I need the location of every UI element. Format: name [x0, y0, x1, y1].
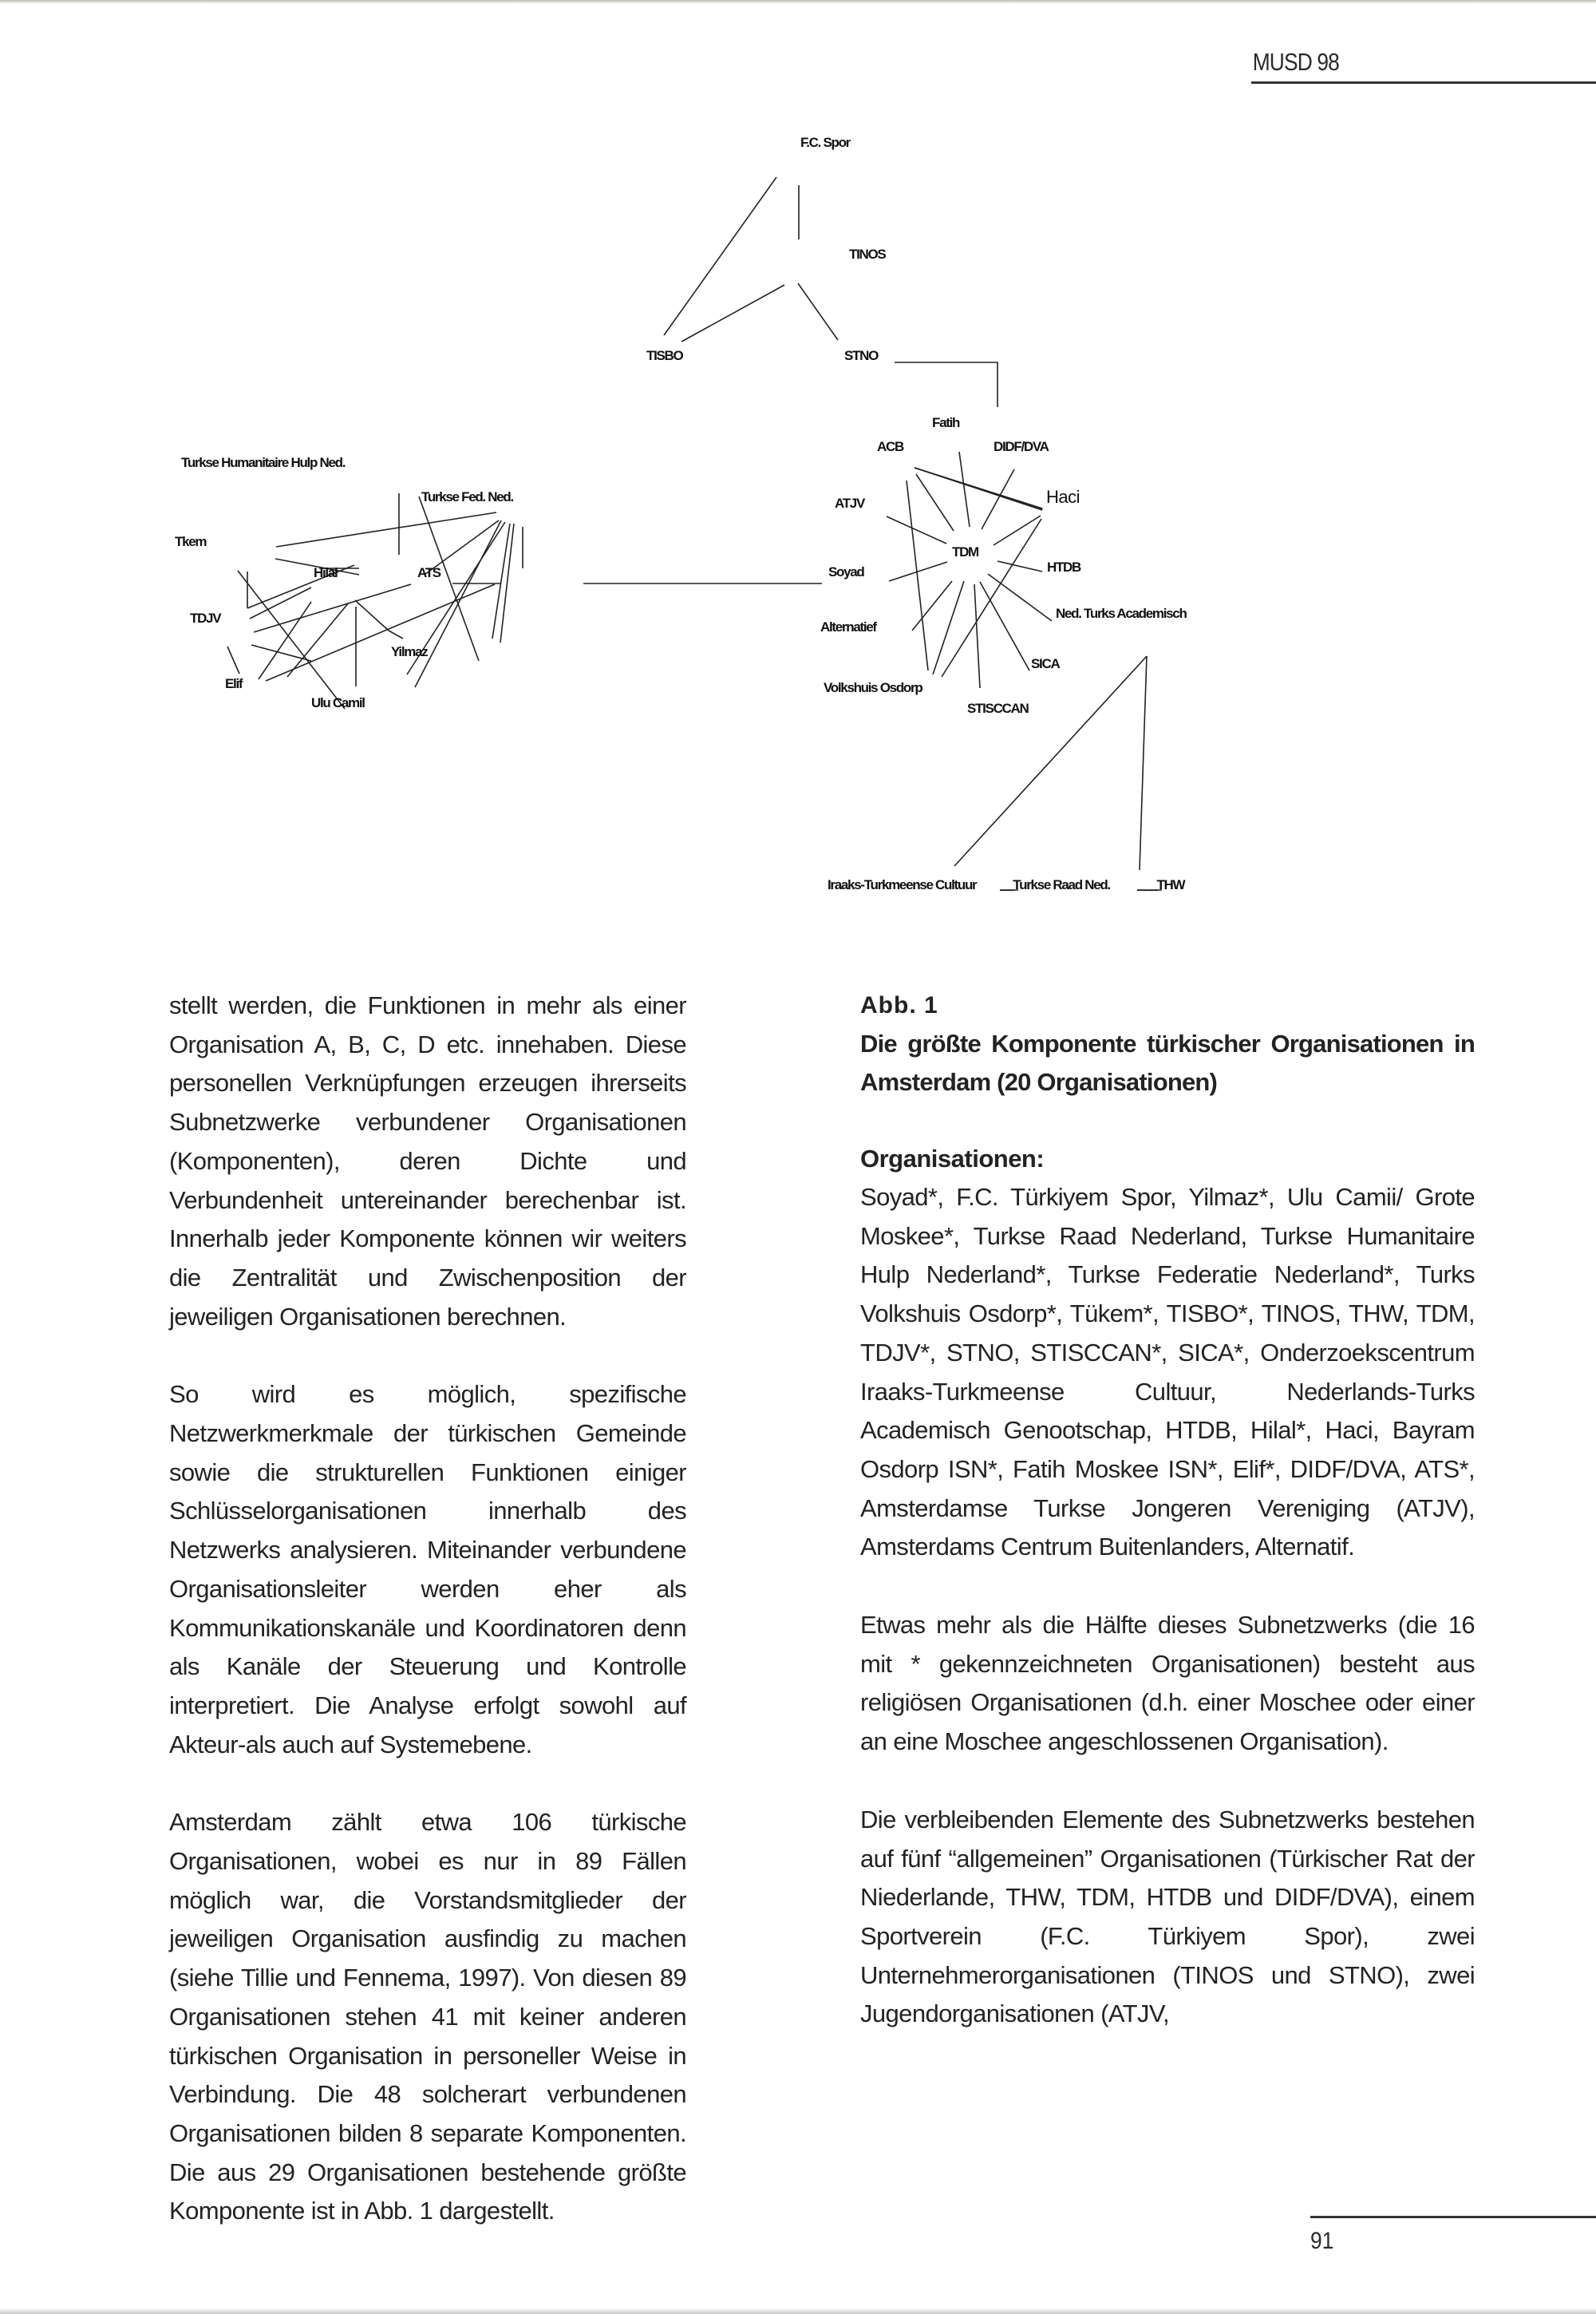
page-footer [1310, 2216, 1596, 2255]
node-tinos: TINOS [849, 247, 886, 262]
scan-bottom-edge [0, 2309, 1596, 2314]
node-haci: Haci [1046, 487, 1080, 507]
right-text-column [860, 987, 1475, 2073]
node-stisccan: STISCCAN [967, 701, 1029, 716]
node-ats: ATS [417, 565, 440, 580]
node-thw: ___THW [1137, 877, 1185, 892]
network-diagram [0, 0, 1596, 926]
node-atjv: ATJV [835, 496, 864, 511]
node-yilmaz: Yilmaz [391, 644, 428, 659]
node-acb: ACB [877, 439, 903, 454]
node-turkse-fed: Turkse Fed. Ned. [421, 489, 513, 504]
figure-caption: Die größte Komponente türkischer Organisationen in Amsterdam (20 Organisationen) [860, 1030, 1475, 1096]
node-tdjv: TDJV [190, 611, 221, 626]
node-htdb: HTDB [1047, 560, 1081, 575]
figure-label: Abb. 1 [860, 992, 938, 1019]
node-tisbo: TISBO [646, 348, 683, 363]
organisations-list: Soyad*, F.C. Türkiyem Spor, Yilmaz*, Ulu Camii/ Grote Moskee*, Turkse Raad Nederland, Turkse Humanitaire Hulp Nederland*, Turkse Federatie Nederland*, Turks Volkshuis Osdorp*, Tükem*, TISBO*, TINOS, THW, TDM, TDJV*, STNO, STISCCAN*, SICA*, Onderzoekscentrum Iraaks-Turkmeense Cultuur, Nederlands-Turks Academisch Genootschap, HTDB, Hilal*, Haci, Bayram Osdorp ISN*, Fatih Moskee ISN*, Elif*, DIDF/DVA, ATS*, Amsterdamse Turkse Jongeren Vereniging (ATJV), Amsterdams Centrum Buitenlanders, Alternatif. [860, 1183, 1475, 1561]
node-tdm: TDM [952, 544, 978, 560]
left-text-column [169, 987, 686, 2270]
paragraph: stellt werden, die Funktionen in mehr als einer Organisation A, B, C, D etc. innehaben. Diese personellen Verknüpfungen erzeugen ihrerseits Subnetzwerke verbundener Organisationen (Komponenten), deren Dichte und Verbundenheit untereinander berechenbar ist. Innerhalb jeder Komponente können wir weiters die Zentralität und Zwischenposition der jeweiligen Organisationen berechnen. [169, 991, 686, 1331]
paragraph: Etwas mehr als die Hälfte dieses Subnetzwerks (die 16 mit * gekennzeichneten Organisationen) besteht aus religiösen Organisationen (d.h. einer Moschee oder einer an eine Moschee angeschlossenen Organisation). [860, 1611, 1475, 1756]
node-tukem: Tkem [175, 534, 207, 549]
node-alternatief: Alternatief [820, 619, 876, 635]
paragraph: So wird es möglich, spezifische Netzwerkmerkmale der türkischen Gemeinde sowie die strukturellen Funktionen einiger Schlüsselorganisationen innerhalb des Netzwerks analysieren. Miteinander verbundene Organisationsleiter werden eher als Kommunikationskanäle und Koordinatoren denn als Kanäle der Steuerung und Kontrolle interpretiert. Die Analyse erfolgt sowohl auf Akteur-als auch auf Systemebene. [169, 1380, 686, 1758]
node-fc-spor: F.C. Spor [800, 135, 850, 150]
node-turkse-raad: __Turkse Raad Ned. [1000, 877, 1110, 892]
node-stno: STNO [844, 348, 879, 363]
node-hilal: Hilal [314, 565, 338, 580]
node-fatih: Fatih [932, 415, 960, 430]
node-volkshuis-osdorp: Volkshuis Osdorp [824, 680, 922, 695]
node-ulu-camii: Ulu Camil [311, 695, 365, 710]
journal-title: MUSD 98 [1252, 48, 1339, 76]
node-elif: Elif [225, 676, 243, 691]
node-turkse-humanitaire: Turkse Humanitaire Hulp Ned. [181, 455, 346, 470]
node-soyad: Soyad [828, 564, 864, 579]
node-ned-turks-academisch: Ned. Turks Academisch [1056, 606, 1187, 621]
page-number: 91 [1310, 2228, 1334, 2254]
paragraph: Amsterdam zählt etwa 106 türkische Organisationen, wobei es nur in 89 Fällen möglich war, die Vorstandsmitglieder der jeweiligen Organisation ausfindig zu machen (siehe Tillie und Fennema, 1997). Von diesen 89 Organisationen stehen 41 mit keiner anderen türkischen Organisation in personeller Weise in Verbindung. Die 48 solcherart verbundenen Organisationen bilden 8 separate Komponenten. Die aus 29 Organisationen bestehende größte Komponente ist in Abb. 1 dargestellt. [169, 1808, 686, 2225]
node-didf-dva: DIDF/DVA [994, 439, 1049, 454]
organisations-heading: Organisationen: [860, 1145, 1045, 1173]
node-sica: SICA [1031, 656, 1060, 671]
paragraph: Die verbleibenden Elemente des Subnetzwerks bestehen auf fünf “allgemeinen” Organisationen (Türkischer Rat der Niederlande, THW, TDM, HTDB und DIDF/DVA), einem Sportverein (F.C. Türkiyem Spor), zwei Unternehmerorganisationen (TINOS und STNO), zwei Jugendorganisationen (ATJV, [860, 1805, 1475, 2028]
node-iraaks-turkmeense: Iraaks-Turkmeense Cultuur [828, 877, 977, 892]
footer-rule [1310, 2216, 1596, 2218]
